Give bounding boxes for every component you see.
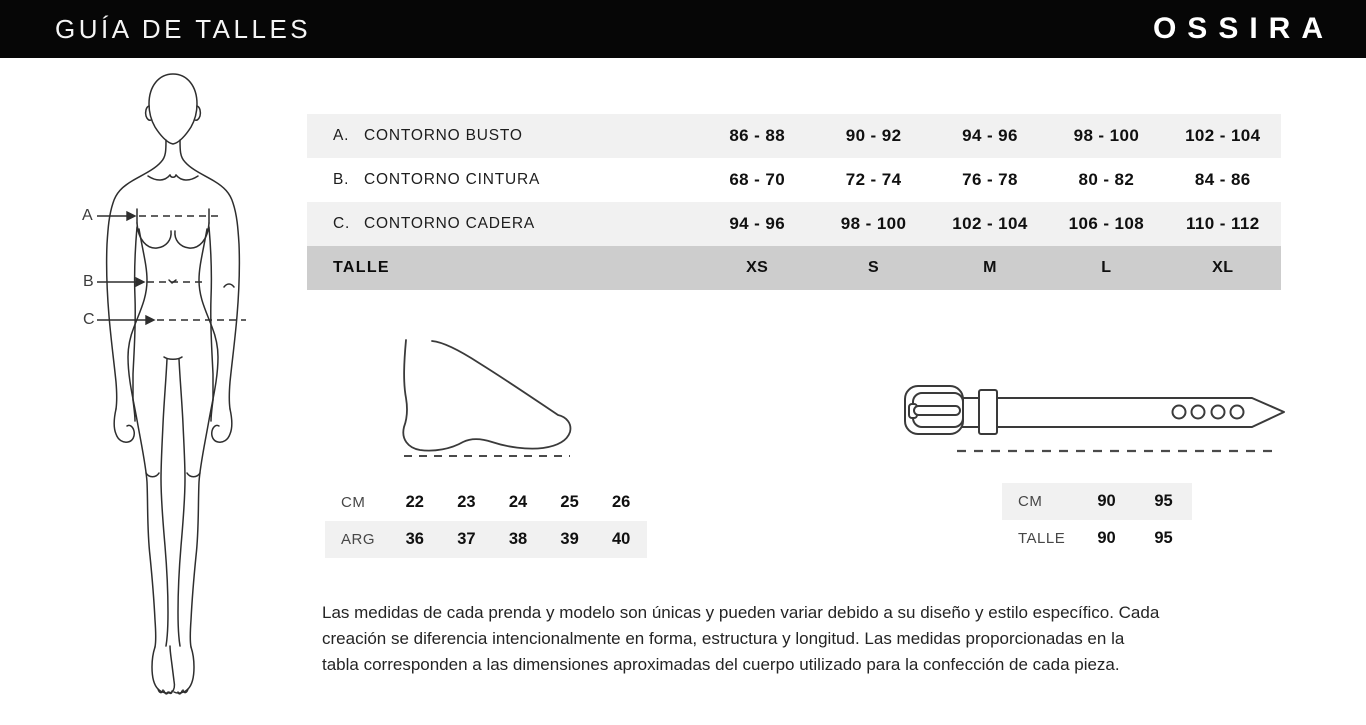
shoe-row-arg	[325, 521, 647, 558]
size-value: XL	[1212, 259, 1234, 276]
brand-logo: OSSIRA	[1152, 12, 1334, 45]
row-name: CONTORNO CADERA	[364, 215, 536, 232]
measure-label-b: B	[83, 273, 95, 290]
measure-label-c: C	[83, 311, 96, 328]
cell-value: 98 - 100	[1073, 126, 1140, 145]
row-name: CONTORNO BUSTO	[364, 127, 523, 144]
row-name: CONTORNO CINTURA	[364, 171, 541, 188]
size-value: L	[1101, 259, 1112, 276]
cell-value: 90	[1097, 529, 1116, 547]
belt-hole	[1231, 406, 1244, 419]
belt-hole	[1192, 406, 1205, 419]
female-figure-illustration	[60, 60, 305, 710]
size-value: M	[983, 259, 997, 276]
row-label: TALLE	[1018, 530, 1066, 547]
row-prefix: C.	[333, 215, 351, 232]
body-size-table	[307, 114, 1281, 290]
row-label	[307, 127, 699, 145]
row-label: CM	[341, 494, 366, 511]
cell-value: 26	[612, 493, 631, 511]
cell-value: 40	[612, 530, 631, 548]
row-label: CM	[1018, 493, 1043, 510]
cell-value: 94 - 96	[729, 214, 786, 233]
measurement-note	[322, 600, 1272, 677]
cell-value: 86 - 88	[729, 126, 786, 145]
belt-hole	[1212, 406, 1225, 419]
cell-value: 36	[405, 530, 424, 548]
cell-value: 95	[1154, 492, 1173, 510]
row-prefix: A.	[333, 127, 350, 144]
size-value: S	[868, 259, 880, 276]
cell-value: 94 - 96	[962, 126, 1018, 145]
table-row-busto	[307, 114, 1281, 158]
belt-row-cm	[1002, 483, 1192, 520]
table-row-cintura	[307, 158, 1281, 202]
cell-value: 24	[508, 493, 528, 511]
note-line: tabla corresponden a las dimensiones aproximadas del cuerpo utilizado para la confección de cada pieza.	[322, 654, 1120, 674]
cell-value: 110 - 112	[1186, 214, 1260, 233]
table-row-cadera	[307, 202, 1281, 246]
cell-value: 95	[1154, 529, 1173, 547]
cell-value: 76 - 78	[962, 170, 1018, 189]
row-prefix: B.	[333, 171, 350, 188]
cell-value: 98 - 100	[840, 214, 907, 233]
cell-value: 22	[405, 493, 424, 511]
cell-value: 39	[560, 530, 579, 548]
row-label	[307, 215, 699, 233]
header-bar	[0, 0, 1366, 58]
cell-value: 80 - 82	[1078, 170, 1135, 189]
belt-size-table	[1002, 483, 1192, 557]
foot-outline	[403, 340, 570, 451]
row-label: ARG	[341, 531, 376, 548]
cell-value: 38	[508, 530, 528, 548]
cell-value: 23	[457, 493, 476, 511]
cell-value: 90 - 92	[845, 126, 902, 145]
table-row-talle	[307, 246, 1281, 290]
row-label: TALLE	[333, 259, 390, 276]
belt-row-talle	[1002, 520, 1192, 557]
belt-illustration	[900, 378, 1292, 460]
page-title: GUÍA DE TALLES	[55, 13, 312, 44]
note-line: creación se diferencia intencionalmente en forma, estructura y longitud. Las medidas proporcionadas en la	[322, 628, 1125, 648]
figure-head	[149, 74, 197, 144]
cell-value: 90	[1097, 492, 1116, 510]
measure-label-a: A	[82, 207, 94, 224]
shoe-row-cm	[325, 484, 647, 521]
cell-value: 102 - 104	[952, 214, 1028, 233]
cell-value: 102 - 104	[1185, 126, 1261, 145]
cell-value: 106 - 108	[1068, 214, 1145, 233]
belt-hole	[1173, 406, 1186, 419]
note-line: Las medidas de cada prenda y modelo son únicas y pueden variar debido a su diseño y estilo específico. Cada	[322, 603, 1160, 622]
cell-value: 25	[560, 493, 579, 511]
cell-value: 72 - 74	[845, 170, 902, 189]
belt-keeper	[979, 390, 997, 434]
size-value: XS	[746, 259, 769, 276]
cell-value: 68 - 70	[729, 170, 786, 189]
cell-value: 84 - 86	[1194, 170, 1251, 189]
foot-illustration	[390, 332, 580, 464]
shoe-size-table	[325, 484, 647, 558]
cell-value: 37	[457, 530, 476, 548]
row-label	[307, 171, 699, 189]
